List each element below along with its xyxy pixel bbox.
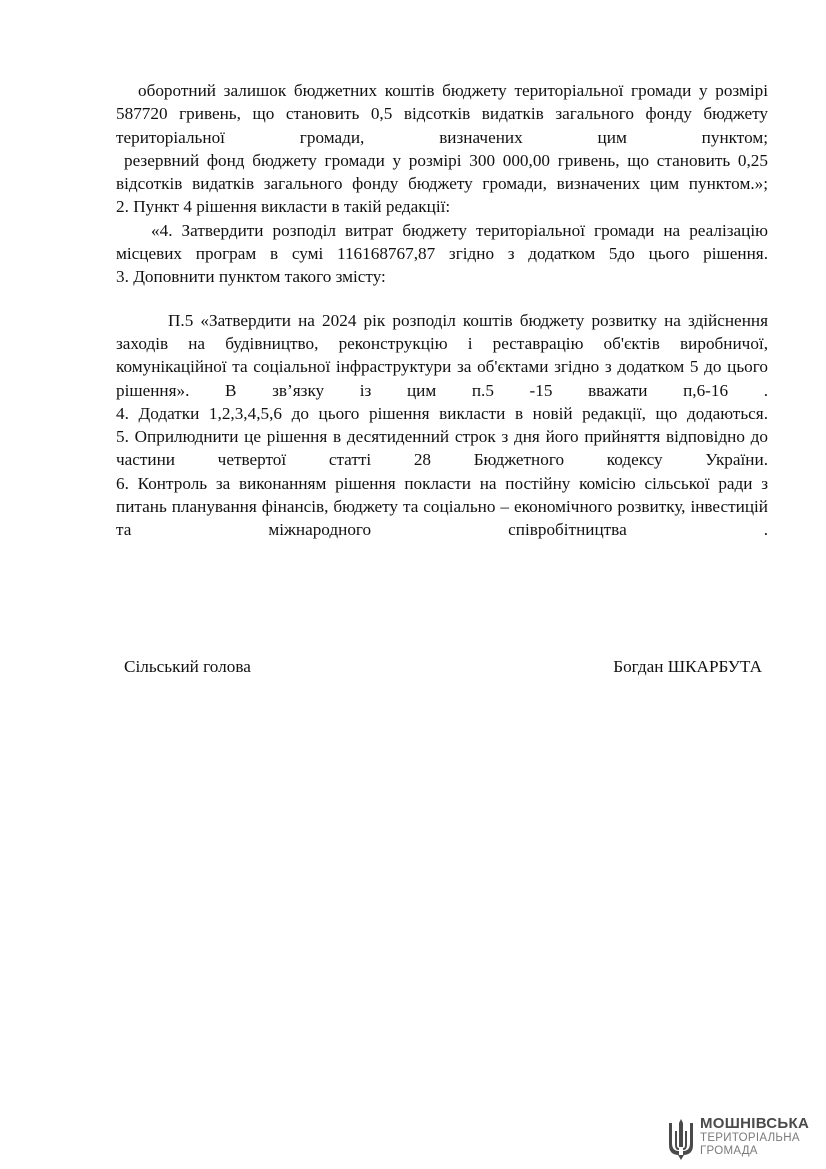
paragraph-item-2: 2. Пункт 4 рішення викласти в такій редакції: xyxy=(116,197,451,217)
logo-line-2: ТЕРИТОРІАЛЬНА xyxy=(700,1132,800,1144)
signature-title: Сільський голова xyxy=(124,657,251,676)
paragraph-item-5-publish: 5. Оприлюднити це рішення в десятиденний строк з дня його прийняття відповідно до частини четвертої статті 28 Бюджетного кодексу України. xyxy=(116,427,768,470)
trident-icon xyxy=(666,1117,696,1161)
document-body xyxy=(116,79,768,542)
paragraph-reserve-fund: резервний фонд бюджету громади у розмірі 300 000,00 гривень, що становить 0,25 відсотків видатків загального фонду бюджету громади, визначених цим пунктом.»; xyxy=(116,150,768,194)
paragraph-item-6-control: 6. Контроль за виконанням рішення покласти на постійну комісію сільської ради з питань планування фінансів, бюджету та соціально – економічного розвитку, інвестицій та міжнародного співробітництва . xyxy=(116,473,768,540)
paragraph-working-balance: оборотний залишок бюджетних коштів бюджету територіальної громади у розмірі 587720 гривень, що становить 0,5 відсотків видатків загального фонду бюджету територіальної громади, визначених цим пунктом; xyxy=(116,81,768,147)
paragraph-item-5-text: П.5 «Затвердити на 2024 рік розподіл коштів бюджету розвитку на здійснення заходів на будівництво, реконструкцію і реставрацію об'єктів виробничої, комунікаційної та соціальної інфраструктури за об'єктами згідно з додатком 5 до цього рішення». В зв’язку із цим п.5 -15 вважати п,6-16 . xyxy=(116,310,768,400)
paragraph-item-4-text: «4. Затвердити розподіл витрат бюджету територіальної громади на реалізацію місцевих програм в сумі 116168767,87 згідно з додатком 5до цього рішення. xyxy=(116,220,768,264)
logo-line-3: ГРОМАДА xyxy=(700,1145,758,1157)
community-logo xyxy=(666,1115,816,1165)
logo-line-1: МОШНІВСЬКА xyxy=(700,1115,810,1132)
signature-name: Богдан ШКАРБУТА xyxy=(613,657,762,676)
paragraph-item-4-annexes: 4. Додатки 1,2,3,4,5,6 до цього рішення викласти в новій редакції, що додаються. xyxy=(116,403,768,423)
paragraph-item-3: 3. Доповнити пунктом такого змісту: xyxy=(116,267,386,287)
